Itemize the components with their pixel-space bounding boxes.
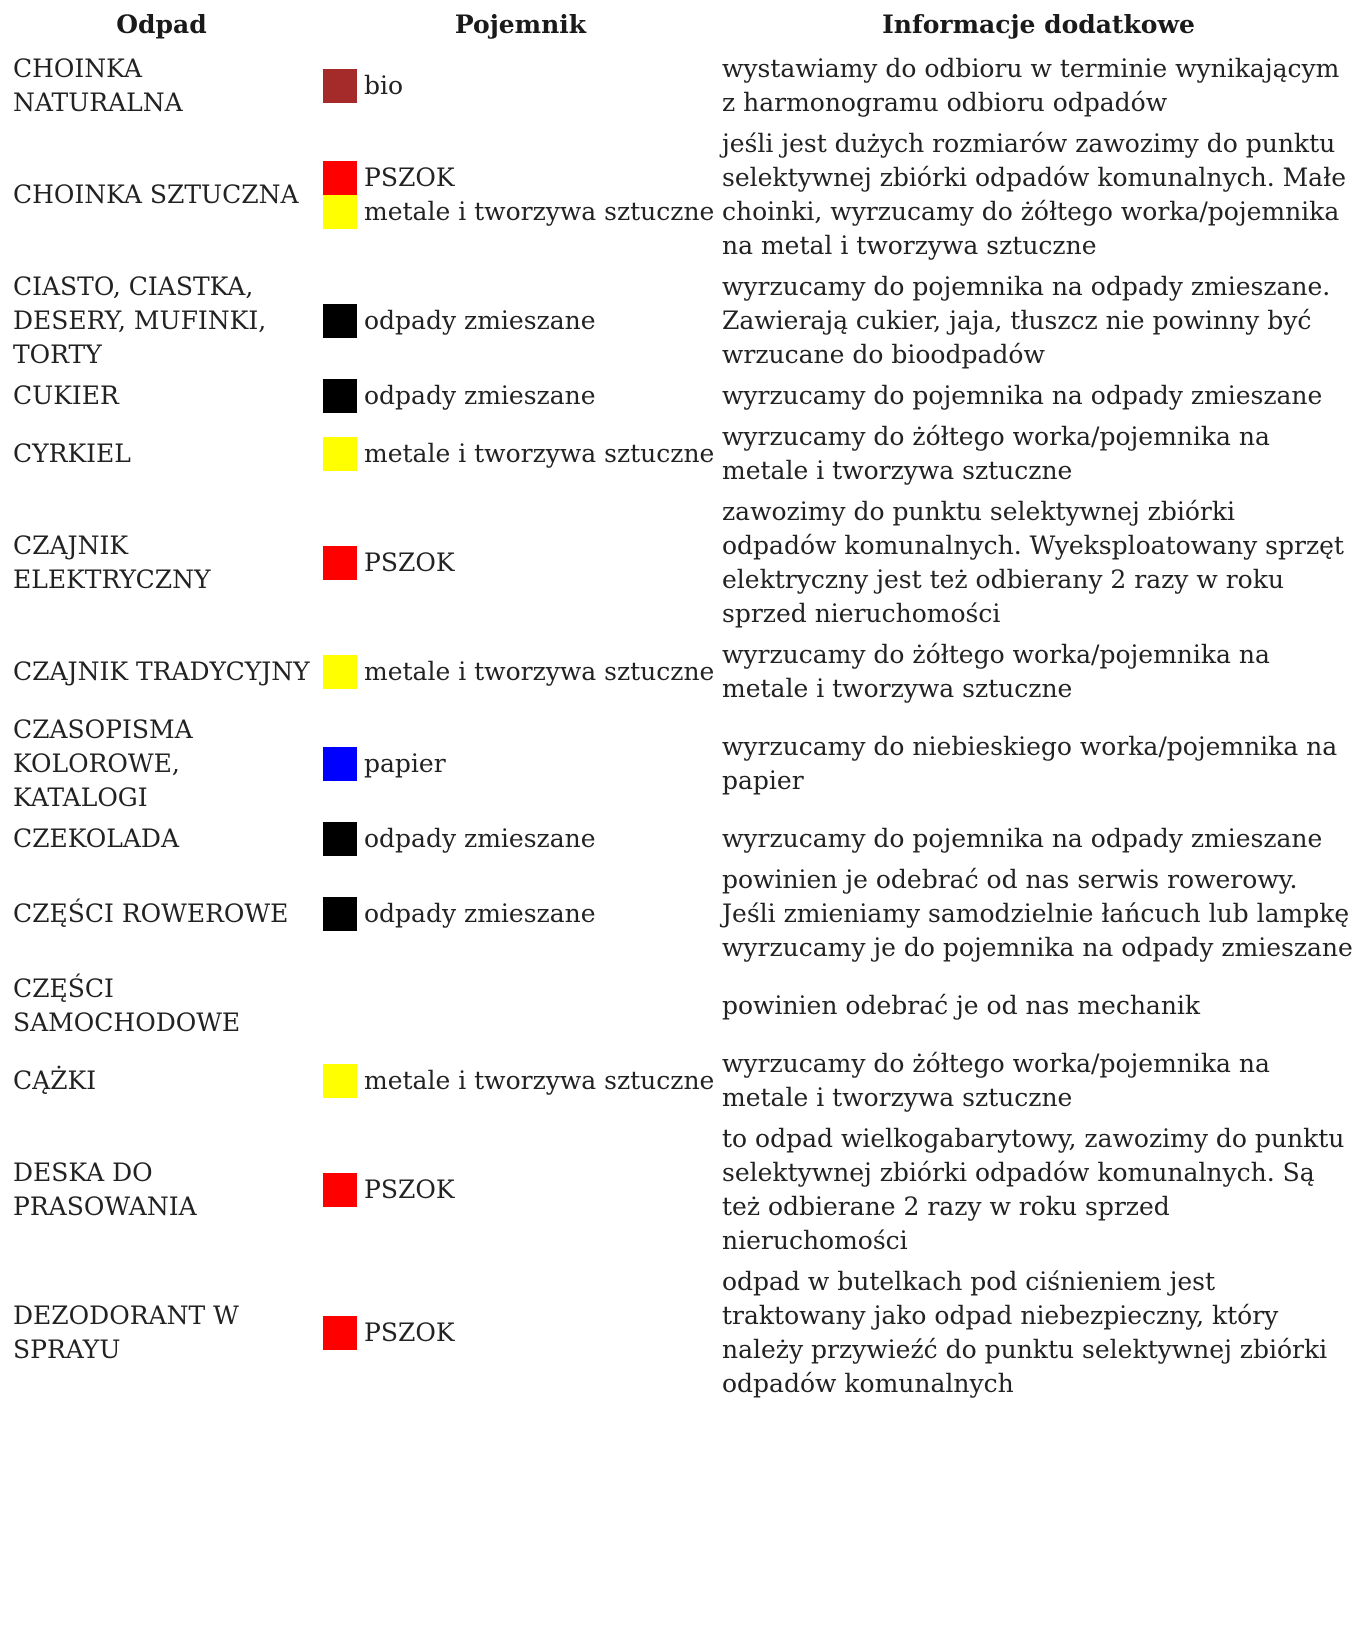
bin-color-swatch-icon — [323, 1173, 357, 1207]
bin-color-swatch-icon — [323, 161, 357, 195]
waste-name: CZĘŚCI SAMOCHODOWE — [13, 974, 241, 1037]
bin-cell — [323, 266, 718, 375]
bin-color-swatch-icon — [323, 1316, 357, 1350]
waste-name: CZAJNIK ELEKTRYCZNY — [13, 531, 211, 594]
table-row — [0, 859, 1359, 968]
bin-entry — [323, 747, 718, 781]
header-row — [0, 0, 1359, 48]
table-row — [0, 818, 1359, 859]
bin-label: papier — [364, 749, 446, 778]
bin-color-swatch-icon — [323, 897, 357, 931]
bin-entry — [323, 1064, 718, 1098]
header-odpad: Odpad — [116, 10, 207, 39]
bin-entry — [323, 546, 718, 580]
bin-label: PSZOK — [364, 548, 455, 577]
bin-color-swatch-icon — [323, 546, 357, 580]
bin-label: metale i tworzywa sztuczne — [364, 1066, 715, 1095]
bin-cell — [323, 1118, 718, 1261]
additional-info: wyrzucamy do pojemnika na odpady zmieszane. Zawierają cukier, jaja, tłuszcz nie powinny być wrzucane do bioodpadów — [722, 272, 1331, 369]
bin-label: PSZOK — [364, 1318, 455, 1347]
table-row — [0, 266, 1359, 375]
bin-label: odpady zmieszane — [364, 306, 596, 335]
bin-color-swatch-icon — [323, 69, 357, 103]
bin-entry — [323, 897, 718, 931]
bin-entry — [323, 437, 718, 471]
table-row — [0, 48, 1359, 123]
bin-cell — [323, 818, 718, 859]
bin-label: odpady zmieszane — [364, 899, 596, 928]
additional-info: wyrzucamy do niebieskiego worka/pojemnika na papier — [722, 732, 1338, 795]
additional-info: powinien odebrać je od nas mechanik — [722, 991, 1201, 1020]
table-header — [0, 0, 1359, 48]
bin-label: metale i tworzywa sztuczne — [364, 439, 715, 468]
waste-name: CZAJNIK TRADYCYJNY — [13, 657, 310, 686]
bin-cell — [323, 1261, 718, 1404]
bin-label: odpady zmieszane — [364, 824, 596, 853]
table-body — [0, 48, 1359, 1404]
additional-info: to odpad wielkogabarytowy, zawozimy do punktu selektywnej zbiórki odpadów komunalnych. Są też odbierane 2 razy w roku sprzed nieruchomości — [722, 1124, 1345, 1255]
bin-cell — [323, 375, 718, 416]
bin-color-swatch-icon — [323, 379, 357, 413]
table-row — [0, 1261, 1359, 1404]
additional-info: powinien je odebrać od nas serwis rowerowy. Jeśli zmieniamy samodzielnie łańcuch lub lampkę wyrzucamy je do pojemnika na odpady zmieszane — [722, 865, 1353, 962]
bin-entry — [323, 69, 718, 103]
bin-cell — [323, 859, 718, 968]
additional-info: zawozimy do punktu selektywnej zbiórki odpadów komunalnych. Wyeksploatowany sprzęt elektryczny jest też odbierany 2 razy w roku sprzed nieruchomości — [722, 497, 1344, 628]
bin-label: odpady zmieszane — [364, 381, 596, 410]
bin-entry — [323, 304, 718, 338]
waste-name: DEZODORANT W SPRAYU — [13, 1301, 239, 1364]
table-row — [0, 123, 1359, 266]
waste-name: CZEKOLADA — [13, 824, 180, 853]
table-row — [0, 416, 1359, 491]
bin-cell — [323, 1043, 718, 1118]
bin-color-swatch-icon — [323, 655, 357, 689]
waste-name: CHOINKA NATURALNA — [13, 54, 183, 117]
additional-info: wyrzucamy do pojemnika na odpady zmieszane — [722, 381, 1323, 410]
table-row — [0, 709, 1359, 818]
waste-name: DESKA DO PRASOWANIA — [13, 1158, 197, 1221]
bin-color-swatch-icon — [323, 747, 357, 781]
bin-entry — [323, 655, 718, 689]
additional-info: odpad w butelkach pod ciśnieniem jest traktowany jako odpad niebezpieczny, który należy przywieźć do punktu selektywnej zbiórki odpadów komunalnych — [722, 1267, 1328, 1398]
additional-info: wystawiamy do odbioru w terminie wynikającym z harmonogramu odbioru odpadów — [722, 54, 1340, 117]
bin-cell — [323, 416, 718, 491]
waste-name: CYRKIEL — [13, 439, 131, 468]
header-informacje: Informacje dodatkowe — [882, 10, 1195, 39]
waste-name: CIASTO, CIASTKA, DESERY, MUFINKI, TORTY — [13, 272, 267, 369]
waste-name: CĄŻKI — [13, 1066, 97, 1095]
bin-color-swatch-icon — [323, 304, 357, 338]
bin-label: metale i tworzywa sztuczne — [364, 657, 715, 686]
bin-color-swatch-icon — [323, 822, 357, 856]
bin-cell — [323, 123, 718, 266]
waste-name: CHOINKA SZTUCZNA — [13, 180, 299, 209]
additional-info: wyrzucamy do żółtego worka/pojemnika na metale i tworzywa sztuczne — [722, 640, 1270, 703]
bin-entry — [323, 1316, 718, 1350]
bin-entry — [323, 379, 718, 413]
bin-label: PSZOK — [364, 163, 455, 192]
additional-info: wyrzucamy do żółtego worka/pojemnika na metale i tworzywa sztuczne — [722, 422, 1270, 485]
table-row — [0, 968, 1359, 1043]
bin-cell — [323, 709, 718, 818]
waste-name: CUKIER — [13, 381, 119, 410]
table-row — [0, 491, 1359, 634]
bin-label: metale i tworzywa sztuczne — [364, 197, 715, 226]
bin-color-swatch-icon — [323, 1064, 357, 1098]
table-row — [0, 375, 1359, 416]
additional-info: wyrzucamy do pojemnika na odpady zmieszane — [722, 824, 1323, 853]
bin-cell — [323, 968, 718, 1043]
table-row — [0, 1118, 1359, 1261]
bin-color-swatch-icon — [323, 437, 357, 471]
bin-cell — [323, 48, 718, 123]
bin-entry — [323, 161, 718, 195]
bin-label: bio — [364, 71, 404, 100]
bin-entry — [323, 1173, 718, 1207]
additional-info: wyrzucamy do żółtego worka/pojemnika na metale i tworzywa sztuczne — [722, 1049, 1270, 1112]
bin-entry — [323, 822, 718, 856]
table-row — [0, 1043, 1359, 1118]
header-pojemnik: Pojemnik — [454, 10, 587, 39]
bin-entry — [323, 195, 718, 229]
bin-color-swatch-icon — [323, 195, 357, 229]
additional-info: jeśli jest dużych rozmiarów zawozimy do punktu selektywnej zbiórki odpadów komunalnych. Małe choinki, wyrzucamy do żółtego worka/pojemnika na metal i tworzywa sztuczne — [722, 129, 1346, 260]
bin-cell — [323, 634, 718, 709]
table-row — [0, 634, 1359, 709]
waste-name: CZĘŚCI ROWEROWE — [13, 899, 289, 928]
bin-cell — [323, 491, 718, 634]
waste-name: CZASOPISMA KOLOROWE, KATALOGI — [13, 715, 193, 812]
bin-label: PSZOK — [364, 1175, 455, 1204]
